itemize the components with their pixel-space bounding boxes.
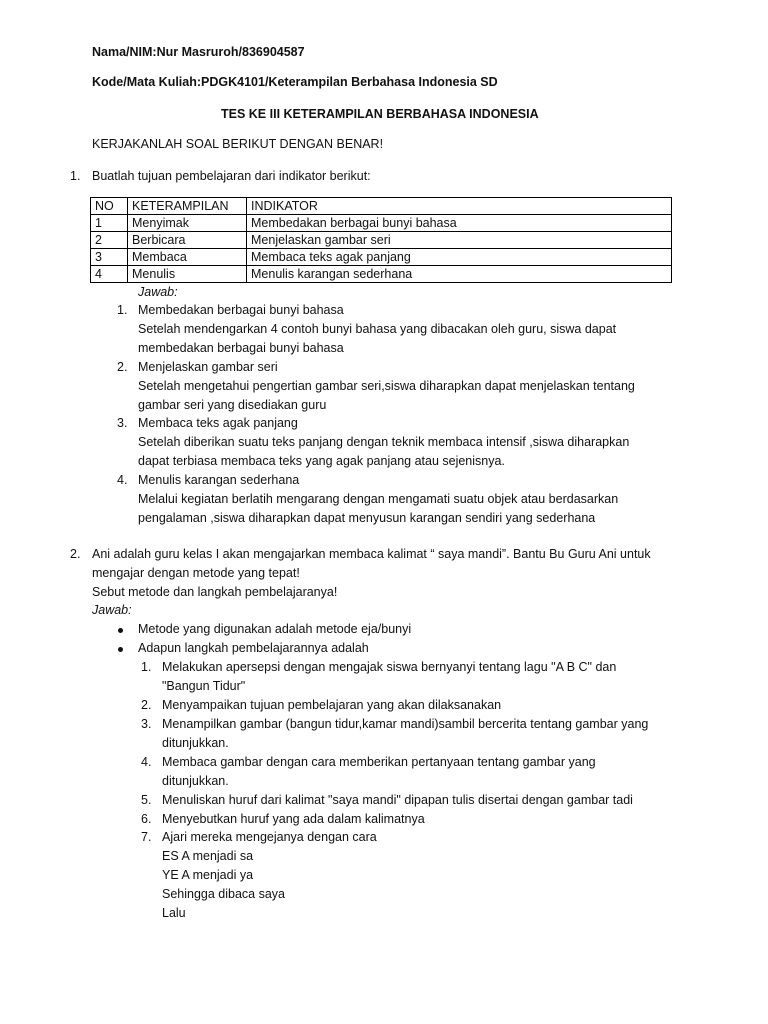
step-line: Membaca gambar dengan cara memberikan pertanyaan tentang gambar yang: [162, 755, 596, 769]
step-line: Ajari mereka mengejanya dengan cara: [162, 830, 377, 844]
answer-number: 3.: [117, 416, 128, 430]
answer-title: Menulis karangan sederhana: [138, 473, 300, 487]
table-cell: 3: [91, 249, 128, 266]
q1-text: Buatlah tujuan pembelajaran dari indikator berikut:: [92, 169, 371, 183]
bullet-item: Adapun langkah pembelajarannya adalah: [138, 641, 369, 655]
table-cell: Membedakan berbagai bunyi bahasa: [247, 215, 672, 232]
table-cell: Menjelaskan gambar seri: [247, 232, 672, 249]
table-cell: Menyimak: [128, 215, 247, 232]
q2-number: 2.: [70, 547, 81, 561]
step-line: "Bangun Tidur": [162, 679, 246, 693]
table-header-cell: INDIKATOR: [247, 198, 672, 215]
answer-line: Setelah mendengarkan 4 contoh bunyi bahasa yang dibacakan oleh guru, siswa dapat: [138, 322, 617, 336]
table-header-row: [91, 198, 672, 215]
answer-line: gambar seri yang disediakan guru: [138, 398, 327, 412]
q2-answer-label: Jawab:: [92, 603, 132, 617]
q2-line: Sebut metode dan langkah pembelajaranya!: [92, 585, 338, 599]
step-line: Menuliskan huruf dari kalimat "saya mandi" dipapan tulis disertai dengan gambar tadi: [162, 793, 633, 807]
answer-line: Melalui kegiatan berlatih mengarang dengan mengamati suatu objek atau berdasarkan: [138, 492, 619, 506]
answer-line: dapat terbiasa membaca teks yang agak panjang atau sejenisnya.: [138, 454, 505, 468]
table-cell: Berbicara: [128, 232, 247, 249]
step-number: 1.: [141, 660, 152, 674]
student-name-line: Nama/NIM:Nur Masruroh/836904587: [92, 45, 305, 59]
step-line: ditunjukkan.: [162, 774, 229, 788]
table-header-cell: KETERAMPILAN: [128, 198, 247, 215]
q2-line: Ani adalah guru kelas I akan mengajarkan membaca kalimat “ saya mandi”. Bantu Bu Guru Ani untuk: [92, 547, 651, 561]
table-cell: 1: [91, 215, 128, 232]
step-line: ditunjukkan.: [162, 736, 229, 750]
answer-number: 4.: [117, 473, 128, 487]
answer-line: pengalaman ,siswa diharapkan dapat menyusun karangan sendiri yang sederhana: [138, 511, 596, 525]
table-cell: Membaca: [128, 249, 247, 266]
spelling-line: Sehingga dibaca saya: [162, 887, 286, 901]
table-row: [91, 232, 672, 249]
step-line: Menyebutkan huruf yang ada dalam kalimatnya: [162, 812, 425, 826]
answer-title: Membaca teks agak panjang: [138, 416, 298, 430]
answer-title: Menjelaskan gambar seri: [138, 360, 278, 374]
table-row: [91, 266, 672, 283]
indicator-table: [90, 197, 672, 283]
q1-answer-label: Jawab:: [138, 285, 178, 299]
table-row: [91, 215, 672, 232]
step-line: Menampilkan gambar (bangun tidur,kamar mandi)sambil bercerita tentang gambar yang: [162, 717, 649, 731]
table-cell: Menulis: [128, 266, 247, 283]
step-line: Melakukan apersepsi dengan mengajak siswa bernyanyi tentang lagu "A B C" dan: [162, 660, 617, 674]
answer-title: Membedakan berbagai bunyi bahasa: [138, 303, 344, 317]
step-line: Menyampaikan tujuan pembelajaran yang akan dilaksanakan: [162, 698, 502, 712]
table-cell: 2: [91, 232, 128, 249]
answer-line: membedakan berbagai bunyi bahasa: [138, 341, 344, 355]
bullet-dot-icon: [118, 647, 123, 652]
step-number: 6.: [141, 812, 152, 826]
test-title: TES KE III KETERAMPILAN BERBAHASA INDONESIA: [221, 107, 539, 121]
step-number: 7.: [141, 830, 152, 844]
table-cell: 4: [91, 266, 128, 283]
q2-line: mengajar dengan metode yang tepat!: [92, 566, 300, 580]
table-header-cell: NO: [91, 198, 128, 215]
answer-number: 1.: [117, 303, 128, 317]
answer-line: Setelah diberikan suatu teks panjang dengan teknik membaca intensif ,siswa diharapkan: [138, 435, 630, 449]
table-row: [91, 249, 672, 266]
bullet-dot-icon: [118, 628, 123, 633]
course-line: Kode/Mata Kuliah:PDGK4101/Keterampilan Berbahasa Indonesia SD: [92, 75, 498, 89]
spelling-line: ES A menjadi sa: [162, 849, 254, 863]
step-number: 5.: [141, 793, 152, 807]
table-cell: Menulis karangan sederhana: [247, 266, 672, 283]
table-cell: Membaca teks agak panjang: [247, 249, 672, 266]
answer-number: 2.: [117, 360, 128, 374]
q1-number: 1.: [70, 169, 81, 183]
step-number: 4.: [141, 755, 152, 769]
instruction-text: KERJAKANLAH SOAL BERIKUT DENGAN BENAR!: [92, 137, 384, 151]
step-number: 3.: [141, 717, 152, 731]
answer-line: Setelah mengetahui pengertian gambar seri,siswa diharapkan dapat menjelaskan tentang: [138, 379, 635, 393]
bullet-item: Metode yang digunakan adalah metode eja/bunyi: [138, 622, 412, 636]
step-number: 2.: [141, 698, 152, 712]
spelling-line: YE A menjadi ya: [162, 868, 254, 882]
spelling-line: Lalu: [162, 906, 186, 920]
